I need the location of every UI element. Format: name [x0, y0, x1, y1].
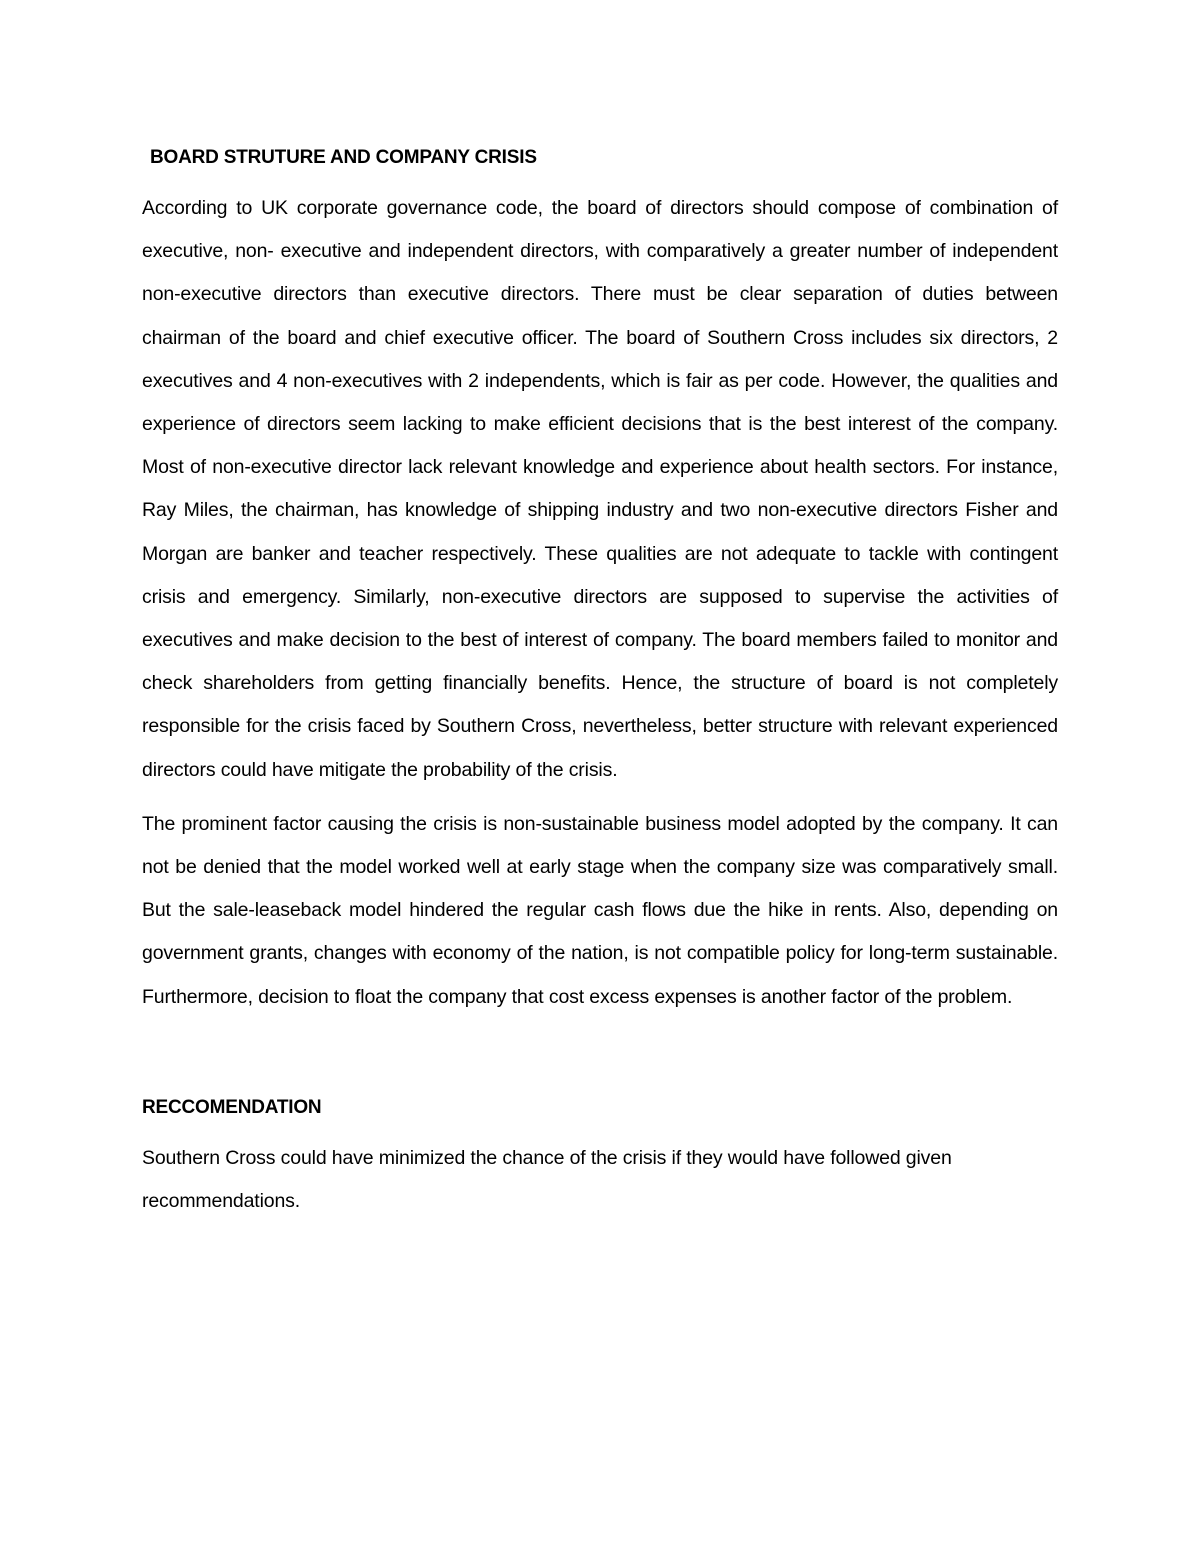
recommendation-paragraph: Southern Cross could have minimized the chance of the crisis if they would have followed given recommendations. — [142, 1146, 952, 1213]
document-title: BOARD STRUTURE AND COMPANY CRISIS — [150, 147, 537, 168]
section-spacer — [142, 1019, 1058, 1093]
recommendation-heading: RECCOMENDATION — [142, 1096, 322, 1118]
paragraph-board-structure: According to UK corporate governance code, the board of directors should compose of combination of executive, non- executive and independent directors, with comparatively a greater number of independent non-executive directors than executive directors. There must be clear separation of duties between chairman of the board and chief executive officer. The board of Southern Cross includes six directors, 2 executives and 4 non-executives with 2 independents, which is fair as per code. However, the qualities and experience of directors seem lacking to make efficient decisions that is the best interest of the company. Most of non-executive director lack relevant knowledge and experience about health sectors. For instance, Ray Miles, the chairman, has knowledge of shipping industry and two non-executive directors Fisher and Morgan are banker and teacher respectively. These qualities are not adequate to tackle with contingent crisis and emergency. Similarly, non-executive directors are supposed to supervise the activities of executives and make decision to the best of interest of company. The board members failed to monitor and check shareholders from getting financially benefits. Hence, the structure of board is not completely responsible for the crisis faced by Southern Cross, nevertheless, better structure with relevant experienced directors could have mitigate the probability of the crisis. — [142, 197, 1058, 781]
paragraph-business-model: The prominent factor causing the crisis is non-sustainable business model adopted by the company. It can not be denied that the model worked well at early stage when the company size was comparatively small. But the sale-leaseback model hindered the regular cash flows due the hike in rents. Also, depending on government grants, changes with economy of the nation, is not compatible policy for long-term sustainable. Furthermore, decision to float the company that cost excess expenses is another factor of the problem. — [142, 812, 1058, 1008]
document-body — [142, 143, 1058, 1223]
